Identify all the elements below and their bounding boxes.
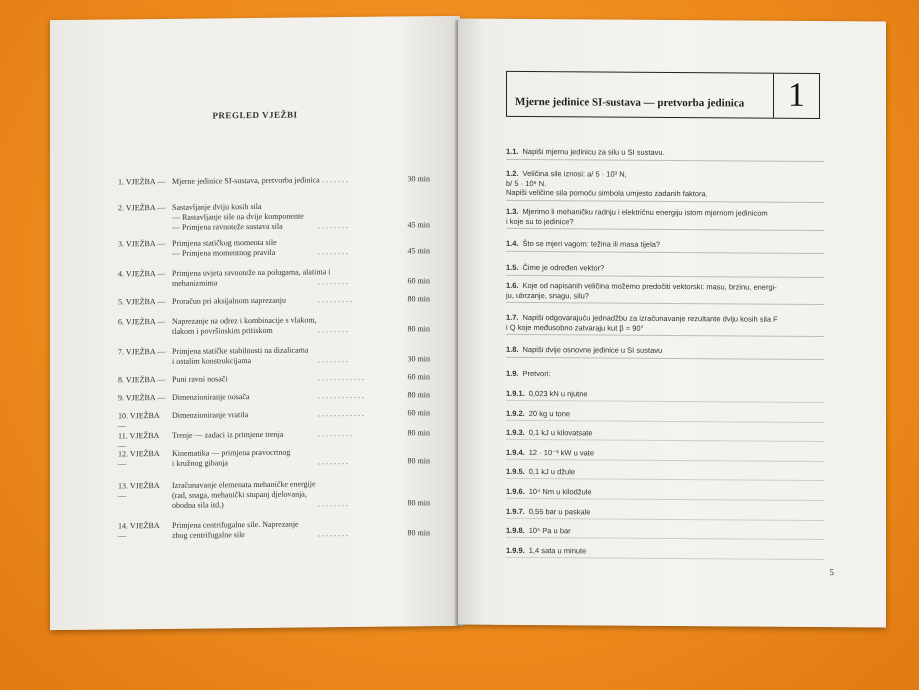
question-item [506,207,824,231]
toc-row-duration: 30 min [407,354,430,364]
toc-row-duration: 80 min [407,324,430,334]
conversion-text: 0,1 kJ u džule [528,467,576,477]
question-number: 1.8. [506,344,519,354]
question-number: 1.5. [506,262,519,272]
toc-row-number: 9. VJEŽBA — [118,392,166,403]
toc-row-number: 8. VJEŽBA — [118,374,166,385]
toc-row [118,200,430,232]
toc-row-topic: Kinematika — primjena pravocrtnog i kružnog gibanja [172,447,291,468]
toc-title: PREGLED VJEŽBI [212,109,298,121]
toc-row-leader: . . . . . . . . [318,175,348,185]
toc-row-topic: Sastavljanje dviju kosih sila — Rastavljanje sile na dvije komponente — Primjena ravnoteže sustava sila [172,201,304,232]
toc-row-leader: . . . . . . . . [318,499,348,509]
toc-row [118,174,430,187]
toc-row-leader: . . . . . . . . [318,457,348,467]
toc-row-number: 11. VJEŽBA — [118,431,159,451]
toc-row-duration: 80 min [407,456,430,466]
toc-row-topic: Naprezanje na odrez i kombinacije s vlakom, tlakom i površinskim pritiskom [172,315,317,336]
toc-row-duration: 80 min [407,428,430,438]
toc-row-duration: 80 min [407,294,430,304]
question-text: Napiši odgovarajuću jednadžbu za izračunavanje rezultante dviju kosih sila F i Q koje međusobno zatvaraju kut β = 90° [506,312,778,333]
chapter-header [506,71,820,119]
toc-row-number: 12. VJEŽBA — [118,449,160,469]
question-text: Koje od napisanih veličina možemo predočiti vektorski: masu, brzinu, energi- ju, ubrzanje, snagu, silu? [506,280,777,300]
toc-row-leader: . . . . . . . . . [318,428,352,439]
question-item [506,345,824,360]
toc-row-number: 2. VJEŽBA — [118,202,166,213]
conversion-item [506,546,824,560]
toc-row-number: 5. VJEŽBA — [118,296,166,307]
toc-row-leader: . . . . . . . . . [318,294,352,305]
conversion-number: 1.9.3. [506,428,525,438]
toc-row-topic: Proračun pri aksijalnom naprezanju [172,295,286,306]
question-number: 1.3. [506,206,519,216]
toc-row-topic: Dimenzioniranje nosača [172,392,250,402]
toc-row [118,236,430,258]
question-text: Napiši dvije osnovne jedinice u SI sustavu [522,344,663,355]
question-text: Što se mjeri vagom: težina ili masa tijela? [522,238,661,249]
toc-row [118,266,430,288]
question-text: Veličina sile iznosi: a/ 5 · 10³ N, b/ 5 · 10⁶ N. Napiši veličine sila pomoću simbola umjesto zadanih faktora. [506,168,708,199]
toc-row-number: 1. VJEŽBA — [118,176,166,187]
conversion-item [506,467,824,481]
toc-row-number: 7. VJEŽBA — [118,346,166,357]
question-text: Pretvori: [522,368,551,379]
toc-row-topic: Primjena centrifugalne sile. Naprezanje zbog centrifugalne sile [172,519,299,540]
toc-row-number: 4. VJEŽBA — [118,268,166,279]
question-item [506,369,824,383]
chapter-number: 1 [773,74,819,118]
toc-row [118,294,430,307]
toc-row-duration: 60 min [407,372,430,382]
toc-row-leader: . . . . . . . . [318,529,348,539]
toc-row-leader: . . . . . . . . [318,221,348,231]
question-number: 1.4. [506,238,519,248]
toc-row-number: 13. VJEŽBA — [118,481,160,501]
conversion-number: 1.9.1. [506,388,525,398]
question-number: 1.1. [506,146,519,156]
toc-row-topic: Primjena statičke stabilnosti na dizalicama i ostalim konstrukcijama [172,345,309,366]
toc-row [118,372,430,385]
toc-row-topic: Primjena uvjeta ravnoteže na polugama, alatima i mehanizmima [172,267,331,288]
question-item [506,313,824,337]
toc-row-topic: Trenje — zadaci iz primjene trenja [172,429,284,440]
toc-row-duration: 80 min [407,498,430,508]
toc-row-leader: . . . . . . . . [318,325,348,335]
question-number: 1.7. [506,312,519,322]
toc-row-topic: Izračunavanje elemenata mehaničke energije (rad, snaga, mehanički stupanj djelovanja, obodna sila itd.) [172,479,316,510]
conversion-item [506,408,824,422]
conversion-text: 0,1 kJ u kilovatsate [528,428,593,438]
toc-row-number: 10. VJEŽBA — [118,411,160,431]
toc-row-duration: 60 min [407,276,430,286]
question-number: 1.9. [506,368,519,378]
toc-row-duration: 45 min [407,220,430,230]
question-item [506,281,824,305]
toc-row-leader: . . . . . . . . [318,247,348,257]
toc-row-leader: . . . . . . . . [318,355,348,365]
conversion-number: 1.9.6. [506,486,525,496]
conversion-text: 0,55 bar u paskale [528,506,591,517]
toc-row-leader: . . . . . . . . . . . . [318,408,364,419]
toc-row [118,478,430,510]
toc-row [118,390,430,403]
question-text: Napiši mjernu jedinicu za silu u SI sustavu. [522,146,665,157]
toc-row-number: 3. VJEŽBA — [118,238,166,249]
page-number: 5 [829,567,834,578]
conversion-text: 12 · 10⁻³ kW u vate [528,447,594,458]
conversion-number: 1.9.5. [506,467,525,477]
toc-row [118,314,430,336]
question-item [506,239,824,254]
question-number: 1.2. [506,168,519,178]
conversion-text: 10⁵ Pa u bar [528,526,571,536]
conversion-number: 1.9.4. [506,447,525,457]
conversion-number: 1.9.7. [506,506,525,516]
toc-row-duration: 80 min [407,390,430,400]
conversion-text: 10⁴ Nm u kilodžule [528,487,592,497]
conversion-item [506,428,824,442]
left-page [50,16,460,630]
toc-row-leader: . . . . . . . . . . . . [318,372,364,383]
right-page [458,19,886,628]
toc-row-duration: 30 min [407,174,430,184]
toc-row-duration: 60 min [407,408,430,418]
conversion-item [506,389,824,403]
conversion-number: 1.9.8. [506,526,525,536]
question-item [506,263,824,278]
toc-row-leader: . . . . . . . . [318,277,348,287]
toc-row-topic: Dimenzioniranje vratila [172,410,249,420]
conversion-item [506,448,824,462]
conversion-text: 0,023 kN u njutne [528,389,588,399]
conversion-number: 1.9.2. [506,408,525,418]
conversion-item [506,526,824,540]
conversion-text: 1,4 sata u minute [528,545,587,556]
question-item [506,169,824,203]
conversion-item [506,506,824,520]
toc-row-duration: 45 min [407,246,430,256]
conversion-number: 1.9.9. [506,545,525,555]
toc-row-topic: Primjena statičkog momenta sile — Primjena momentnog pravila [172,237,277,258]
toc-row-duration: 80 min [407,528,430,538]
question-number: 1.6. [506,280,519,290]
toc-row-number: 6. VJEŽBA — [118,316,166,327]
toc-row-topic: Mjerne jedinice SI-sustava, pretvorba jedinica [172,175,320,186]
conversion-text: 20 kg u tone [528,408,571,418]
toc-row [118,408,430,431]
chapter-title: Mjerne jedinice SI-sustava — pretvorba jedinica [515,95,745,110]
conversion-item [506,487,824,501]
question-text: Čime je određen vektor? [522,262,605,273]
toc-row-number: 14. VJEŽBA — [118,521,160,541]
toc-row-topic: Puni ravni nosači [172,374,228,384]
toc-row [118,518,430,541]
toc-row [118,344,430,366]
question-item [506,147,824,162]
toc-row-leader: . . . . . . . . . . . . [318,390,364,401]
question-text: Mjerimo li mehaničku radnju i električnu energiju istom mjernom jedinicom i koje su to jedinice? [506,206,768,226]
